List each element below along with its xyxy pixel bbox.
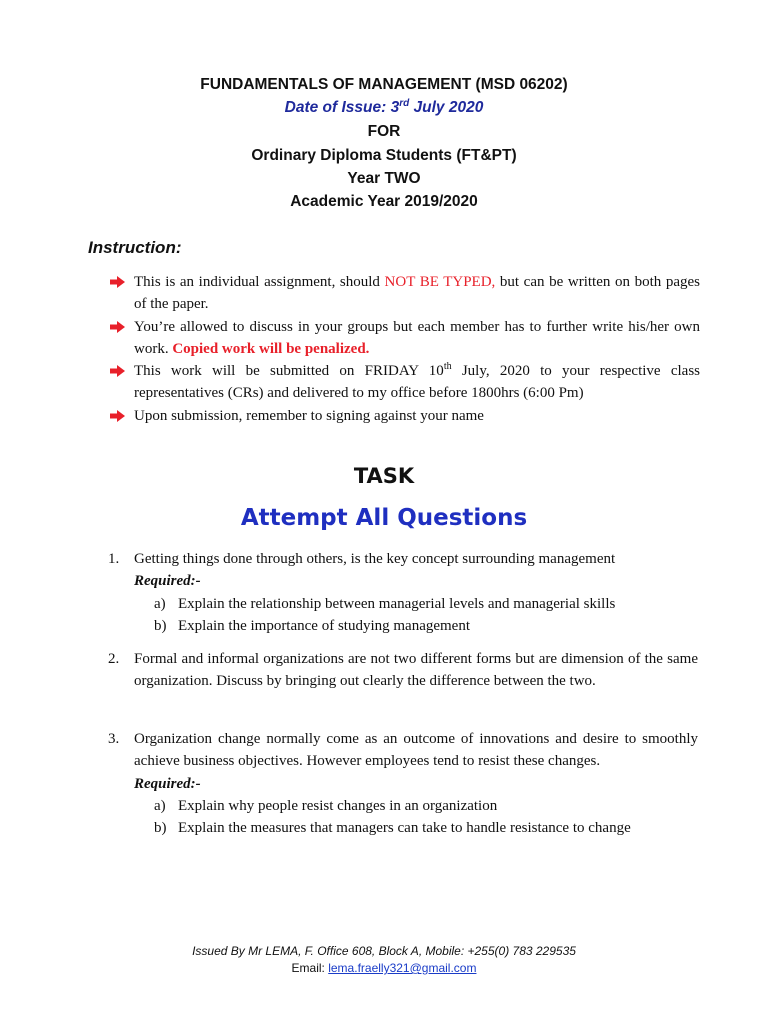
instruction-text: You’re allowed to discuss in your groups but each member has to further write his/her own work. <box>134 318 700 357</box>
question-1 <box>108 548 698 637</box>
question-3 <box>108 728 698 839</box>
instruction-text: Upon submission, remember to signing against your name <box>134 407 484 424</box>
required-label <box>108 570 698 592</box>
sub-label: a) <box>154 595 166 612</box>
sub-question <box>108 817 698 839</box>
students-label: Ordinary Diploma Students (FT&PT) <box>251 147 517 164</box>
question-text <box>108 728 698 773</box>
question-text <box>108 648 698 693</box>
question-text <box>108 548 698 570</box>
task-title: TASK <box>353 464 415 488</box>
required-text: Required:- <box>134 775 201 792</box>
year-label: Year TWO <box>347 170 421 187</box>
instruction-list <box>108 271 700 427</box>
sub-text: Explain the relationship between managerial levels and managerial skills <box>178 595 616 612</box>
question-number: 1. <box>108 551 120 567</box>
red-arrow-icon <box>110 410 125 422</box>
sub-question <box>108 593 698 615</box>
task-subtitle: Attempt All Questions <box>240 505 528 531</box>
date-prefix: Date of Issue: 3 <box>284 99 400 116</box>
required-text: Required:- <box>134 573 201 590</box>
date-of-issue <box>0 99 768 117</box>
instruction-emphasis: Copied work will be penalized. <box>172 340 370 357</box>
sub-label: b) <box>154 820 167 837</box>
red-arrow-icon <box>110 276 125 288</box>
sub-text: Explain the importance of studying management <box>178 617 471 634</box>
instruction-item <box>108 271 700 316</box>
instruction-title: Instruction: <box>88 238 182 257</box>
sub-question <box>108 615 698 637</box>
instruction-emphasis: NOT BE TYPED, <box>384 274 496 290</box>
red-arrow-icon <box>110 365 125 377</box>
sub-text: Explain why people resist changes in an organization <box>178 797 498 814</box>
red-arrow-icon <box>110 321 125 333</box>
required-label <box>108 773 698 795</box>
instruction-item <box>108 316 700 361</box>
question-body: Getting things done through others, is the key concept surrounding management <box>134 551 616 567</box>
instruction-text: This is an individual assignment, should <box>134 274 385 290</box>
sub-label: a) <box>154 797 166 814</box>
course-title: FUNDAMENTALS OF MANAGEMENT (MSD 06202) <box>200 76 568 93</box>
footer-email <box>0 961 768 975</box>
instruction-item <box>108 360 700 405</box>
email-link[interactable]: lema.fraelly321@gmail.com <box>328 961 477 975</box>
academic-year: Academic Year 2019/2020 <box>290 193 478 210</box>
date-sup: rd <box>399 97 410 109</box>
instruction-sup: th <box>443 361 452 373</box>
instruction-text: July, 2020 to your respective class representatives (CRs) and delivered to my office before 1800hrs (6:00 Pm) <box>134 363 700 402</box>
footer-issued-by: Issued By Mr LEMA, F. Office 608, Block A, Mobile: +255(0) 783 229535 <box>192 944 576 958</box>
question-body: Organization change normally come as an outcome of innovations and desire to smoothly achieve business objectives. However employees tend to resist these changes. <box>134 731 698 770</box>
sub-text: Explain the measures that managers can take to handle resistance to change <box>178 820 631 837</box>
question-body: Formal and informal organizations are not two different forms but are dimension of the same organization. Discuss by bringing out clearly the difference between the two. <box>134 651 698 690</box>
sub-question <box>108 795 698 817</box>
instruction-text: This work will be submitted on FRIDAY 10 <box>134 363 444 380</box>
for-label: FOR <box>367 123 401 140</box>
question-2 <box>108 648 698 693</box>
instruction-text: but can be written on both pages of the paper. <box>134 274 700 313</box>
instruction-item <box>108 405 700 427</box>
question-number: 2. <box>108 651 120 667</box>
sub-label: b) <box>154 617 167 634</box>
question-number: 3. <box>108 731 120 747</box>
date-suffix: July 2020 <box>409 99 484 116</box>
email-label: Email: <box>291 961 329 975</box>
